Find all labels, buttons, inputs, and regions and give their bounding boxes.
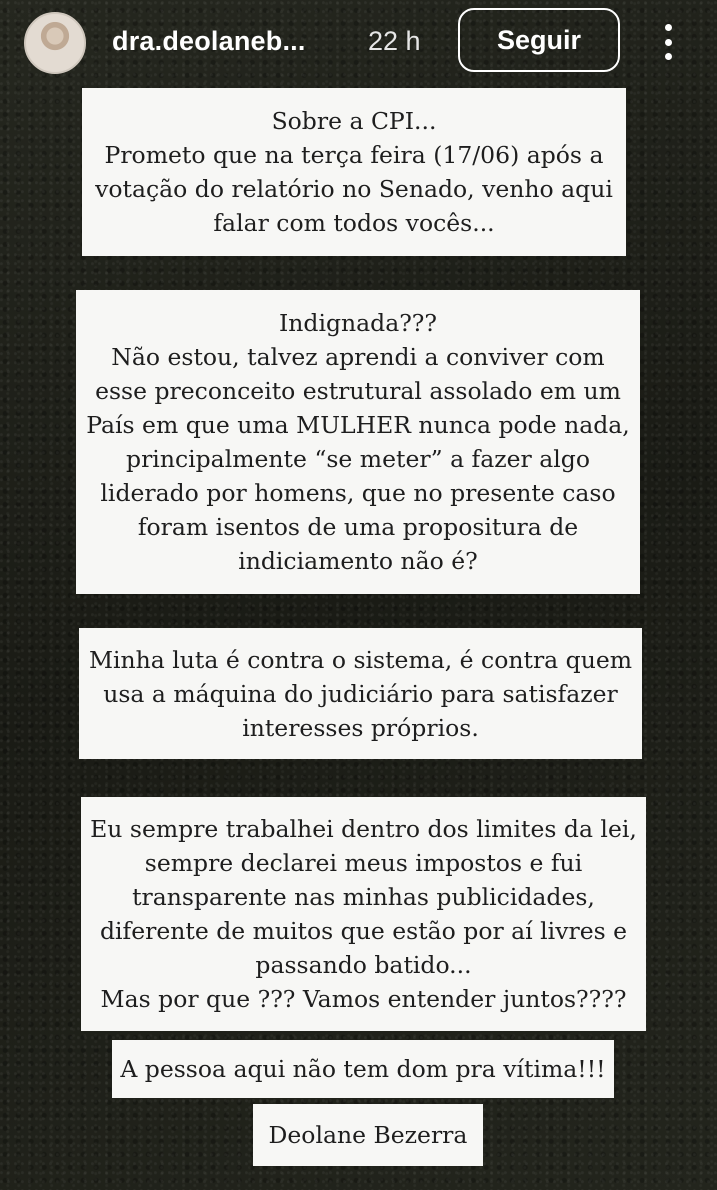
card-line: diferente de muitos que estão por aí livres e [99, 917, 628, 945]
card-line: principalmente “se meter” a fazer algo [126, 445, 590, 473]
card-line: Prometo que na terça feira (17/06) após a [104, 141, 604, 169]
card-line: passando batido... [255, 951, 472, 979]
dot [665, 39, 672, 46]
card-line: Minha luta é contra o sistema, é contra quem [88, 645, 633, 674]
card-line: falar com todos vocês... [213, 209, 495, 237]
card-line: Sobre a CPI... [271, 107, 437, 135]
text-card-cpi [82, 88, 626, 256]
card-line: Mas por que ??? Vamos entender juntos???? [100, 985, 627, 1013]
signature-card [253, 1104, 483, 1166]
card-line: Eu sempre trabalhei dentro dos limites da lei, [90, 815, 637, 843]
profile-avatar[interactable] [24, 12, 86, 74]
card-line: transparente nas minhas publicidades, [132, 883, 595, 911]
card-line: A pessoa aqui não tem dom pra vítima!!! [120, 1055, 606, 1083]
signature-name: Deolane Bezerra [268, 1121, 468, 1149]
card-line: foram isentos de uma propositura de [137, 513, 579, 541]
dot [665, 53, 672, 60]
card-line: Não estou, talvez aprendi a conviver com [111, 343, 605, 371]
more-vertical-icon[interactable] [658, 24, 678, 60]
story-header [0, 0, 717, 86]
follow-button[interactable]: Seguir [458, 8, 620, 72]
card-line: usa a máquina do judiciário para satisfazer [103, 679, 618, 708]
text-card-indignada [76, 290, 640, 594]
card-line: votação do relatório no Senado, venho aqui [95, 175, 613, 203]
card-line: esse preconceito estrutural assolado em um [95, 377, 621, 405]
dot [665, 24, 672, 31]
card-line: País em que uma MULHER nunca pode nada, [86, 411, 630, 439]
card-line: sempre declarei meus impostos e fui [144, 849, 583, 877]
username[interactable]: dra.deolaneb... [112, 26, 306, 56]
card-line: indiciamento não é? [238, 547, 478, 575]
card-line: Indignada??? [278, 309, 438, 337]
text-card-vitima [112, 1040, 614, 1098]
text-card-luta [79, 628, 642, 759]
card-line: liderado por homens, que no presente caso [100, 479, 616, 507]
text-card-limites [81, 797, 646, 1031]
card-line: interesses próprios. [242, 713, 479, 742]
post-time: 22 h [368, 26, 421, 56]
